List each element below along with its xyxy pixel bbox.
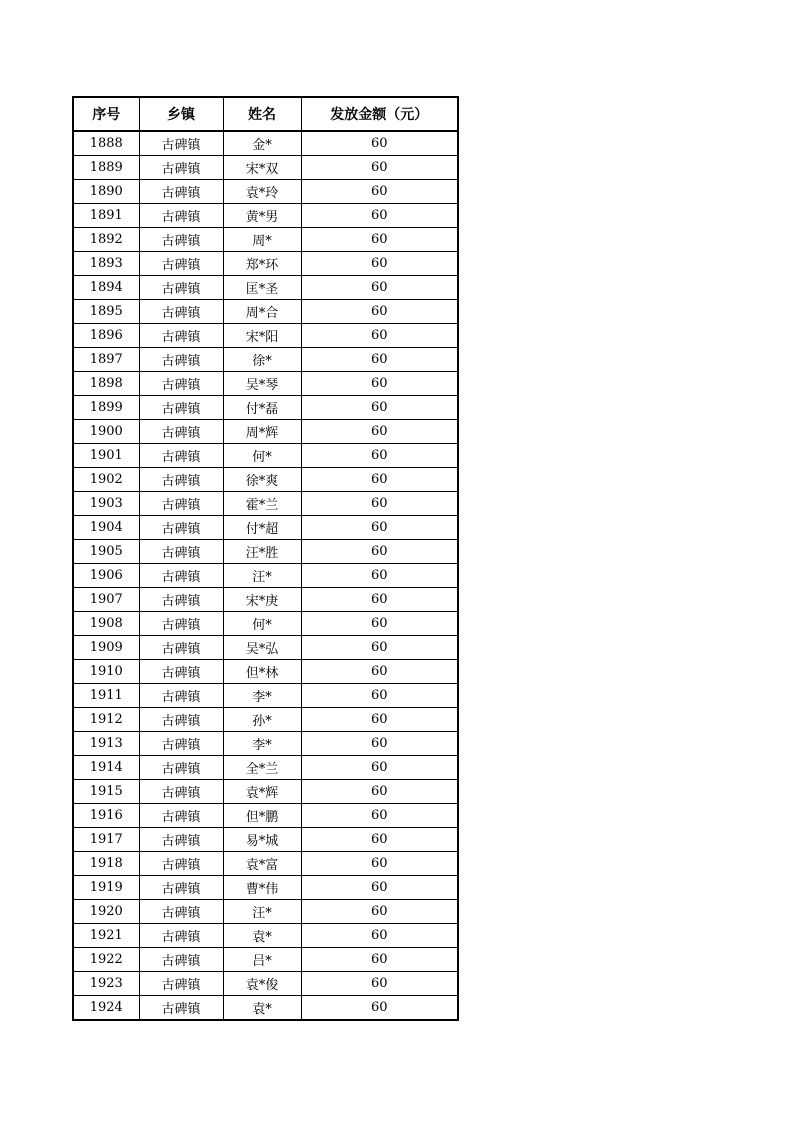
table-row: [73, 516, 458, 540]
township-cell: 古碑镇: [139, 588, 223, 612]
table-row: [73, 948, 458, 972]
name-cell: 吴*琴: [223, 372, 301, 396]
table-row: [73, 324, 458, 348]
township-cell: 古碑镇: [139, 684, 223, 708]
serial-number-cell: 1910: [73, 660, 139, 684]
table-row: [73, 900, 458, 924]
amount-cell: 60: [301, 564, 458, 588]
table-row: [73, 180, 458, 204]
amount-cell: 60: [301, 444, 458, 468]
township-cell: 古碑镇: [139, 131, 223, 156]
table-row: [73, 732, 458, 756]
township-cell: 古碑镇: [139, 732, 223, 756]
township-cell: 古碑镇: [139, 948, 223, 972]
township-cell: 古碑镇: [139, 972, 223, 996]
table-body: [73, 131, 458, 1020]
amount-cell: 60: [301, 396, 458, 420]
amount-cell: 60: [301, 468, 458, 492]
township-cell: 古碑镇: [139, 492, 223, 516]
table-row: [73, 468, 458, 492]
serial-number-cell: 1900: [73, 420, 139, 444]
serial-number-cell: 1917: [73, 828, 139, 852]
name-cell: 何*: [223, 444, 301, 468]
township-cell: 古碑镇: [139, 420, 223, 444]
serial-number-cell: 1890: [73, 180, 139, 204]
serial-number-cell: 1901: [73, 444, 139, 468]
amount-cell: 60: [301, 756, 458, 780]
township-cell: 古碑镇: [139, 276, 223, 300]
table-row: [73, 252, 458, 276]
name-cell: 李*: [223, 684, 301, 708]
township-cell: 古碑镇: [139, 444, 223, 468]
amount-cell: 60: [301, 732, 458, 756]
amount-cell: 60: [301, 180, 458, 204]
serial-number-cell: 1909: [73, 636, 139, 660]
name-cell: 周*辉: [223, 420, 301, 444]
serial-number-cell: 1914: [73, 756, 139, 780]
table-row: [73, 828, 458, 852]
township-cell: 古碑镇: [139, 900, 223, 924]
serial-number-cell: 1913: [73, 732, 139, 756]
township-cell: 古碑镇: [139, 996, 223, 1021]
header-name: 姓名: [223, 97, 301, 131]
township-cell: 古碑镇: [139, 780, 223, 804]
document-sheet: [72, 96, 459, 1021]
township-cell: 古碑镇: [139, 876, 223, 900]
serial-number-cell: 1896: [73, 324, 139, 348]
serial-number-cell: 1889: [73, 156, 139, 180]
header-township: 乡镇: [139, 97, 223, 131]
serial-number-cell: 1893: [73, 252, 139, 276]
name-cell: 付*磊: [223, 396, 301, 420]
township-cell: 古碑镇: [139, 396, 223, 420]
table-row: [73, 564, 458, 588]
table-row: [73, 228, 458, 252]
amount-cell: 60: [301, 948, 458, 972]
serial-number-cell: 1905: [73, 540, 139, 564]
township-cell: 古碑镇: [139, 708, 223, 732]
name-cell: 吴*弘: [223, 636, 301, 660]
table-row: [73, 276, 458, 300]
township-cell: 古碑镇: [139, 828, 223, 852]
name-cell: 汪*: [223, 564, 301, 588]
name-cell: 袁*玲: [223, 180, 301, 204]
name-cell: 汪*胜: [223, 540, 301, 564]
township-cell: 古碑镇: [139, 300, 223, 324]
table-row: [73, 708, 458, 732]
table-row: [73, 972, 458, 996]
table-row: [73, 300, 458, 324]
serial-number-cell: 1911: [73, 684, 139, 708]
name-cell: 宋*庚: [223, 588, 301, 612]
serial-number-cell: 1912: [73, 708, 139, 732]
amount-cell: 60: [301, 324, 458, 348]
township-cell: 古碑镇: [139, 564, 223, 588]
amount-cell: 60: [301, 420, 458, 444]
township-cell: 古碑镇: [139, 252, 223, 276]
serial-number-cell: 1907: [73, 588, 139, 612]
table-row: [73, 612, 458, 636]
name-cell: 宋*双: [223, 156, 301, 180]
amount-cell: 60: [301, 780, 458, 804]
name-cell: 曹*伟: [223, 876, 301, 900]
serial-number-cell: 1904: [73, 516, 139, 540]
township-cell: 古碑镇: [139, 756, 223, 780]
table-row: [73, 372, 458, 396]
township-cell: 古碑镇: [139, 636, 223, 660]
table-header: [73, 97, 458, 131]
amount-cell: 60: [301, 828, 458, 852]
serial-number-cell: 1899: [73, 396, 139, 420]
serial-number-cell: 1892: [73, 228, 139, 252]
header-serial-number: 序号: [73, 97, 139, 131]
serial-number-cell: 1903: [73, 492, 139, 516]
name-cell: 付*超: [223, 516, 301, 540]
serial-number-cell: 1924: [73, 996, 139, 1021]
township-cell: 古碑镇: [139, 156, 223, 180]
table-row: [73, 636, 458, 660]
amount-cell: 60: [301, 612, 458, 636]
serial-number-cell: 1894: [73, 276, 139, 300]
amount-cell: 60: [301, 708, 458, 732]
amount-cell: 60: [301, 684, 458, 708]
name-cell: 周*: [223, 228, 301, 252]
serial-number-cell: 1923: [73, 972, 139, 996]
amount-cell: 60: [301, 204, 458, 228]
header-row: [73, 97, 458, 131]
amount-cell: 60: [301, 660, 458, 684]
township-cell: 古碑镇: [139, 372, 223, 396]
name-cell: 袁*: [223, 996, 301, 1021]
serial-number-cell: 1898: [73, 372, 139, 396]
township-cell: 古碑镇: [139, 612, 223, 636]
table-row: [73, 540, 458, 564]
name-cell: 宋*阳: [223, 324, 301, 348]
township-cell: 古碑镇: [139, 660, 223, 684]
table-row: [73, 131, 458, 156]
township-cell: 古碑镇: [139, 228, 223, 252]
name-cell: 何*: [223, 612, 301, 636]
name-cell: 易*城: [223, 828, 301, 852]
township-cell: 古碑镇: [139, 924, 223, 948]
name-cell: 但*鹏: [223, 804, 301, 828]
amount-cell: 60: [301, 492, 458, 516]
table-row: [73, 348, 458, 372]
name-cell: 黄*男: [223, 204, 301, 228]
table-row: [73, 924, 458, 948]
amount-cell: 60: [301, 972, 458, 996]
table-row: [73, 780, 458, 804]
name-cell: 袁*富: [223, 852, 301, 876]
township-cell: 古碑镇: [139, 204, 223, 228]
payment-table: [72, 96, 459, 1021]
name-cell: 周*合: [223, 300, 301, 324]
table-row: [73, 420, 458, 444]
amount-cell: 60: [301, 131, 458, 156]
table-row: [73, 684, 458, 708]
name-cell: 但*林: [223, 660, 301, 684]
table-row: [73, 156, 458, 180]
township-cell: 古碑镇: [139, 180, 223, 204]
table-row: [73, 492, 458, 516]
table-row: [73, 852, 458, 876]
amount-cell: 60: [301, 876, 458, 900]
serial-number-cell: 1921: [73, 924, 139, 948]
serial-number-cell: 1918: [73, 852, 139, 876]
amount-cell: 60: [301, 228, 458, 252]
amount-cell: 60: [301, 348, 458, 372]
name-cell: 郑*环: [223, 252, 301, 276]
serial-number-cell: 1897: [73, 348, 139, 372]
name-cell: 徐*: [223, 348, 301, 372]
amount-cell: 60: [301, 372, 458, 396]
township-cell: 古碑镇: [139, 348, 223, 372]
township-cell: 古碑镇: [139, 804, 223, 828]
township-cell: 古碑镇: [139, 516, 223, 540]
table-row: [73, 996, 458, 1021]
amount-cell: 60: [301, 276, 458, 300]
amount-cell: 60: [301, 588, 458, 612]
township-cell: 古碑镇: [139, 852, 223, 876]
amount-cell: 60: [301, 516, 458, 540]
name-cell: 徐*爽: [223, 468, 301, 492]
serial-number-cell: 1919: [73, 876, 139, 900]
township-cell: 古碑镇: [139, 468, 223, 492]
name-cell: 李*: [223, 732, 301, 756]
township-cell: 古碑镇: [139, 540, 223, 564]
name-cell: 孙*: [223, 708, 301, 732]
amount-cell: 60: [301, 924, 458, 948]
amount-cell: 60: [301, 996, 458, 1021]
serial-number-cell: 1902: [73, 468, 139, 492]
serial-number-cell: 1916: [73, 804, 139, 828]
name-cell: 袁*辉: [223, 780, 301, 804]
table-row: [73, 396, 458, 420]
serial-number-cell: 1895: [73, 300, 139, 324]
name-cell: 金*: [223, 131, 301, 156]
name-cell: 袁*俊: [223, 972, 301, 996]
header-amount: 发放金额（元）: [301, 97, 458, 131]
table-row: [73, 444, 458, 468]
serial-number-cell: 1891: [73, 204, 139, 228]
name-cell: 汪*: [223, 900, 301, 924]
name-cell: 匡*圣: [223, 276, 301, 300]
table-row: [73, 876, 458, 900]
serial-number-cell: 1906: [73, 564, 139, 588]
table-row: [73, 804, 458, 828]
serial-number-cell: 1915: [73, 780, 139, 804]
township-cell: 古碑镇: [139, 324, 223, 348]
name-cell: 吕*: [223, 948, 301, 972]
amount-cell: 60: [301, 852, 458, 876]
serial-number-cell: 1908: [73, 612, 139, 636]
name-cell: 袁*: [223, 924, 301, 948]
serial-number-cell: 1920: [73, 900, 139, 924]
name-cell: 霍*兰: [223, 492, 301, 516]
amount-cell: 60: [301, 540, 458, 564]
serial-number-cell: 1922: [73, 948, 139, 972]
amount-cell: 60: [301, 636, 458, 660]
table-row: [73, 204, 458, 228]
amount-cell: 60: [301, 300, 458, 324]
amount-cell: 60: [301, 900, 458, 924]
table-row: [73, 660, 458, 684]
serial-number-cell: 1888: [73, 131, 139, 156]
name-cell: 全*兰: [223, 756, 301, 780]
table-row: [73, 588, 458, 612]
amount-cell: 60: [301, 804, 458, 828]
amount-cell: 60: [301, 156, 458, 180]
amount-cell: 60: [301, 252, 458, 276]
table-row: [73, 756, 458, 780]
